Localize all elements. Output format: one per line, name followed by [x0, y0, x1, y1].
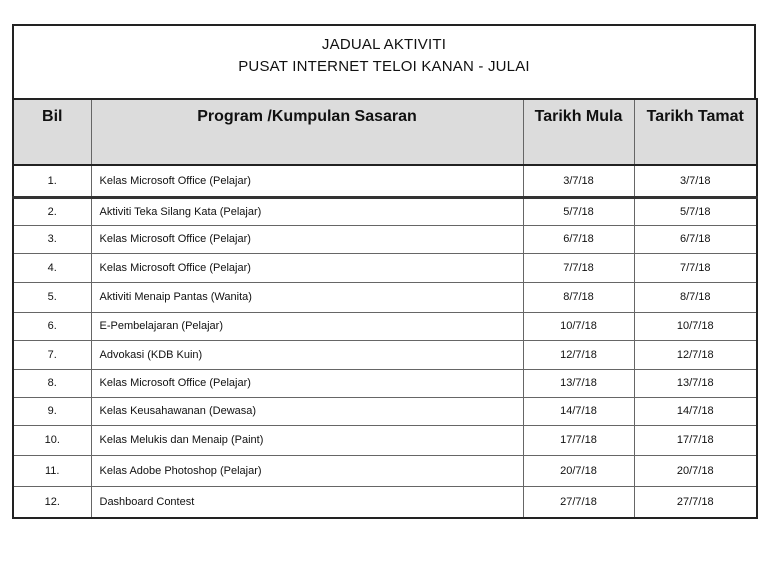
program-cell: E-Pembelajaran (Pelajar) [91, 312, 523, 340]
program-cell: Kelas Adobe Photoshop (Pelajar) [91, 455, 523, 486]
table-row [13, 455, 757, 486]
row-number: 3. [13, 225, 91, 253]
table-row [13, 197, 757, 225]
row-number: 5. [13, 282, 91, 312]
row-number: 8. [13, 369, 91, 397]
start-date-cell: 10/7/18 [523, 312, 634, 340]
table-header-row [13, 99, 757, 165]
row-number: 4. [13, 253, 91, 282]
row-number: 1. [13, 165, 91, 197]
program-cell: Kelas Keusahawanan (Dewasa) [91, 397, 523, 425]
end-date-cell: 13/7/18 [634, 369, 757, 397]
table-body [13, 165, 757, 518]
header-end-date: Tarikh Tamat [634, 99, 757, 165]
table-row [13, 397, 757, 425]
end-date-cell: 8/7/18 [634, 282, 757, 312]
end-date-cell: 5/7/18 [634, 197, 757, 225]
table-row [13, 165, 757, 197]
program-cell: Kelas Microsoft Office (Pelajar) [91, 369, 523, 397]
row-number: 12. [13, 486, 91, 518]
row-number: 9. [13, 397, 91, 425]
table-row [13, 369, 757, 397]
table-row [13, 282, 757, 312]
title-line-2: PUSAT INTERNET TELOI KANAN - JULAI [238, 58, 530, 75]
header-program: Program /Kumpulan Sasaran [91, 99, 523, 165]
program-cell: Aktiviti Menaip Pantas (Wanita) [91, 282, 523, 312]
start-date-cell: 12/7/18 [523, 340, 634, 369]
header-bil: Bil [13, 99, 91, 165]
start-date-cell: 8/7/18 [523, 282, 634, 312]
start-date-cell: 7/7/18 [523, 253, 634, 282]
program-cell: Kelas Microsoft Office (Pelajar) [91, 225, 523, 253]
table-row [13, 253, 757, 282]
start-date-cell: 13/7/18 [523, 369, 634, 397]
end-date-cell: 12/7/18 [634, 340, 757, 369]
document-title-box [12, 24, 756, 99]
title-line-1: JADUAL AKTIVITI [321, 36, 447, 53]
table-row [13, 486, 757, 518]
activity-table [12, 98, 758, 519]
end-date-cell: 10/7/18 [634, 312, 757, 340]
table-row [13, 312, 757, 340]
row-number: 10. [13, 425, 91, 455]
start-date-cell: 5/7/18 [523, 197, 634, 225]
program-cell: Kelas Melukis dan Menaip (Paint) [91, 425, 523, 455]
end-date-cell: 3/7/18 [634, 165, 757, 197]
program-cell: Dashboard Contest [91, 486, 523, 518]
end-date-cell: 6/7/18 [634, 225, 757, 253]
program-cell: Kelas Microsoft Office (Pelajar) [91, 165, 523, 197]
row-number: 11. [13, 455, 91, 486]
table-row [13, 340, 757, 369]
start-date-cell: 3/7/18 [523, 165, 634, 197]
start-date-cell: 27/7/18 [523, 486, 634, 518]
program-cell: Aktiviti Teka Silang Kata (Pelajar) [91, 197, 523, 225]
program-cell: Kelas Microsoft Office (Pelajar) [91, 253, 523, 282]
table-row [13, 225, 757, 253]
end-date-cell: 14/7/18 [634, 397, 757, 425]
program-cell: Advokasi (KDB Kuin) [91, 340, 523, 369]
end-date-cell: 27/7/18 [634, 486, 757, 518]
end-date-cell: 17/7/18 [634, 425, 757, 455]
table-row [13, 425, 757, 455]
header-start-date: Tarikh Mula [523, 99, 634, 165]
start-date-cell: 17/7/18 [523, 425, 634, 455]
row-number: 2. [13, 197, 91, 225]
start-date-cell: 20/7/18 [523, 455, 634, 486]
start-date-cell: 14/7/18 [523, 397, 634, 425]
start-date-cell: 6/7/18 [523, 225, 634, 253]
end-date-cell: 7/7/18 [634, 253, 757, 282]
row-number: 7. [13, 340, 91, 369]
end-date-cell: 20/7/18 [634, 455, 757, 486]
row-number: 6. [13, 312, 91, 340]
